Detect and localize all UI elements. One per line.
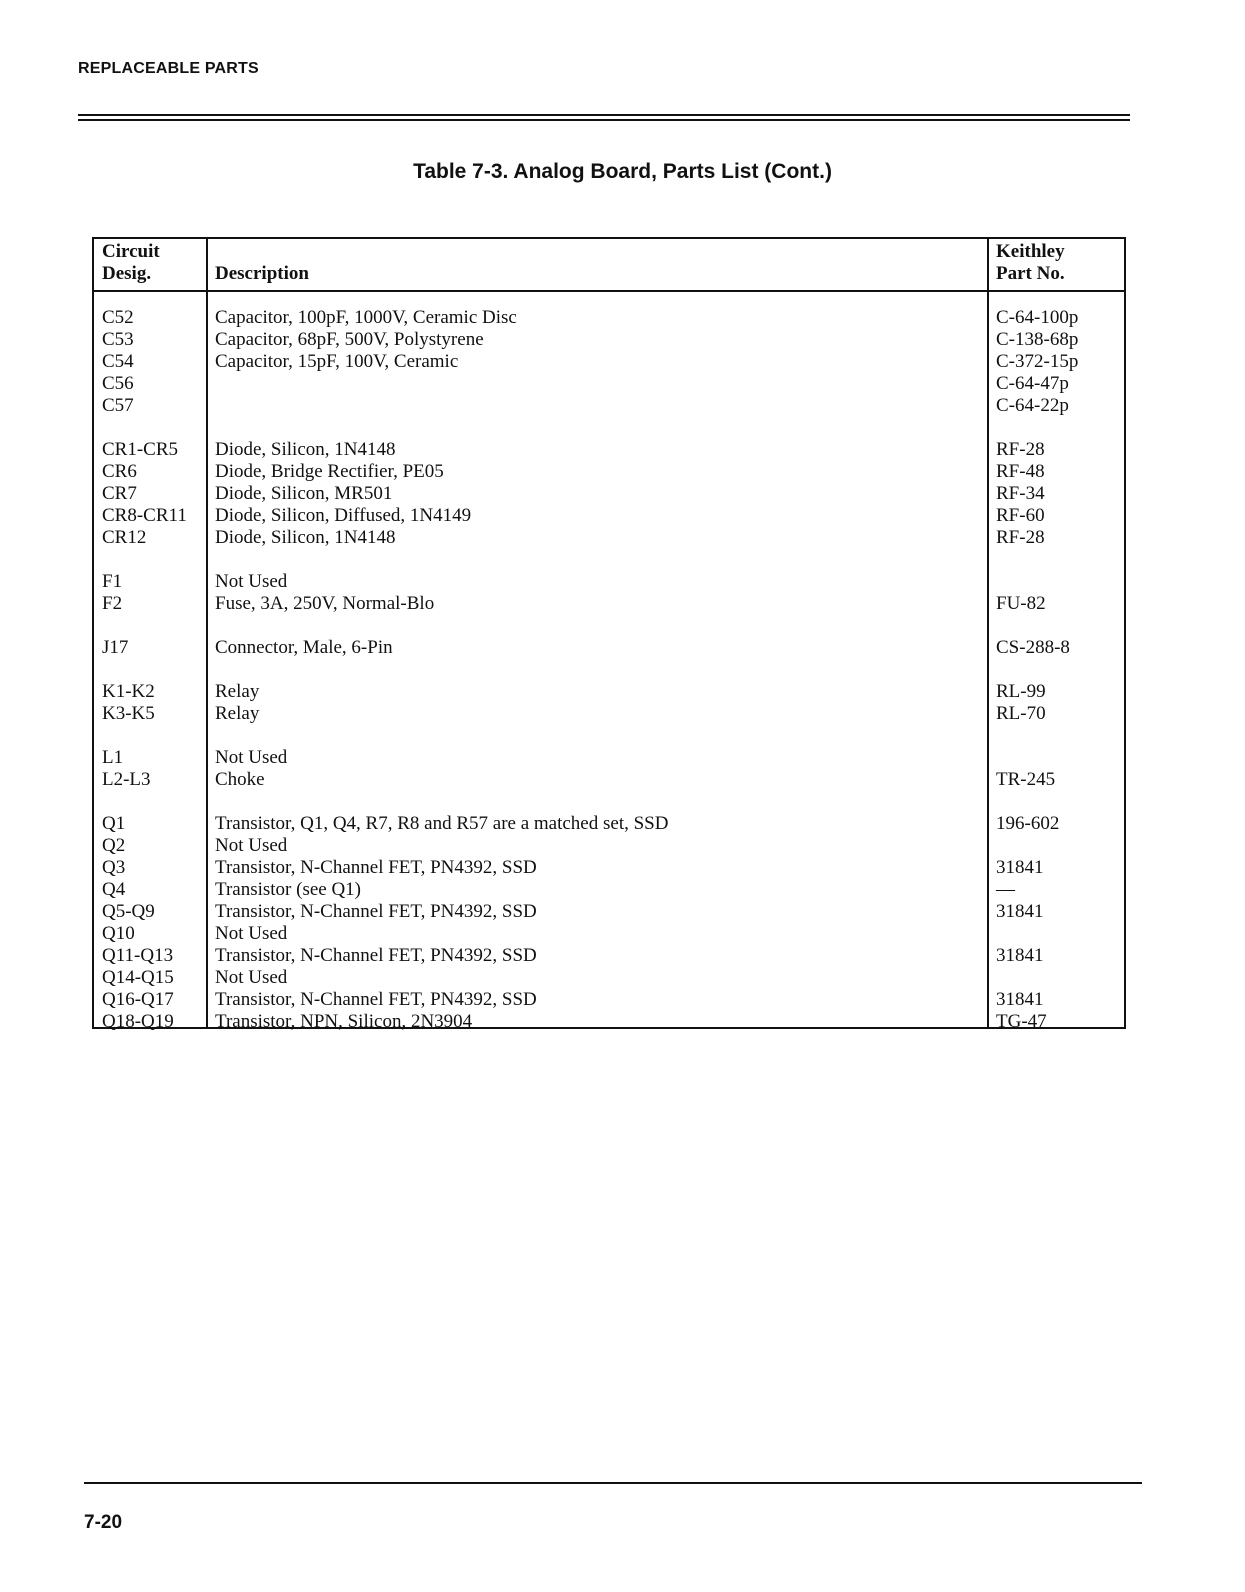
circuit-desig-cell: CR8-CR11 [102,505,187,526]
description-cell: Not Used [215,571,288,592]
description-cell: Diode, Bridge Rectifier, PE05 [215,461,444,482]
table-row [94,307,1124,329]
header-part-line2: Part No. [996,263,1065,284]
table-row [94,879,1124,901]
circuit-desig-cell: Q1 [102,813,126,834]
part-number-cell: RL-70 [996,703,1046,724]
table-title: Table 7-3. Analog Board, Parts List (Cont.) [413,160,832,183]
table-row [94,703,1124,725]
table-row [94,395,1124,417]
circuit-desig-cell: Q3 [102,857,126,878]
table-row [94,483,1124,505]
description-cell: Connector, Male, 6-Pin [215,637,393,658]
circuit-desig-cell: C57 [102,395,134,416]
part-number-cell: 196-602 [996,813,1060,834]
part-number-cell: RF-28 [996,527,1045,548]
group-spacer [94,615,1124,637]
group-spacer [94,549,1124,571]
circuit-desig-cell: F1 [102,571,123,592]
description-cell: Not Used [215,835,288,856]
circuit-desig-cell: J17 [102,637,129,658]
description-cell: Diode, Silicon, Diffused, 1N4149 [215,505,472,526]
table-row [94,637,1124,659]
description-cell: Fuse, 3A, 250V, Normal-Blo [215,593,435,614]
circuit-desig-cell: L1 [102,747,124,768]
part-number-cell: CS-288-8 [996,637,1070,658]
table-row [94,769,1124,791]
part-number-cell: RF-28 [996,439,1045,460]
description-cell: Diode, Silicon, 1N4148 [215,527,396,548]
table-row [94,1011,1124,1033]
part-number-cell: C-138-68p [996,329,1079,350]
description-cell: Not Used [215,747,288,768]
table-row [94,593,1124,615]
footer-rule [84,1482,1142,1484]
header-circuit-desig [102,241,160,285]
part-number-cell: C-64-22p [996,395,1069,416]
circuit-desig-cell: Q5-Q9 [102,901,155,922]
circuit-desig-cell: Q16-Q17 [102,989,174,1010]
page-number: 7-20 [84,1512,123,1533]
description-cell: Relay [215,703,260,724]
part-number-cell: TR-245 [996,769,1056,790]
table-body [94,307,1124,1033]
description-cell: Choke [215,769,265,790]
table-row [94,351,1124,373]
part-number-cell: TG-47 [996,1011,1047,1032]
header-circuit-line1: Circuit [102,241,160,262]
description-cell: Transistor, N-Channel FET, PN4392, SSD [215,945,537,966]
header-rule [78,114,1130,116]
group-spacer [94,417,1124,439]
circuit-desig-cell: Q2 [102,835,126,856]
table-row [94,989,1124,1011]
header-rule-double [78,119,1130,121]
part-number-cell: RF-60 [996,505,1045,526]
parts-table [92,237,1126,1032]
table-row [94,571,1124,593]
circuit-desig-cell: CR7 [102,483,137,504]
table-row [94,901,1124,923]
circuit-desig-cell: K3-K5 [102,703,155,724]
part-number-cell: 31841 [996,901,1044,922]
circuit-desig-cell: CR12 [102,527,147,548]
table-row [94,373,1124,395]
part-number-cell: 31841 [996,989,1044,1010]
description-cell: Not Used [215,923,288,944]
part-number-cell: C-372-15p [996,351,1079,372]
description-cell: Capacitor, 68pF, 500V, Polystyrene [215,329,484,350]
part-number-cell: RF-34 [996,483,1045,504]
circuit-desig-cell: F2 [102,593,123,614]
table-row [94,813,1124,835]
circuit-desig-cell: Q11-Q13 [102,945,174,966]
circuit-desig-cell: C52 [102,307,134,328]
part-number-cell: 31841 [996,857,1044,878]
table-row [94,857,1124,879]
table-row [94,747,1124,769]
description-cell: Relay [215,681,260,702]
description-cell: Transistor, Q1, Q4, R7, R8 and R57 are a matched set, SSD [215,813,669,834]
circuit-desig-cell: C53 [102,329,134,350]
part-number-cell: C-64-47p [996,373,1069,394]
table-row [94,835,1124,857]
group-spacer [94,659,1124,681]
circuit-desig-cell: CR1-CR5 [102,439,179,460]
table-row [94,505,1124,527]
description-cell: Transistor (see Q1) [215,879,362,900]
description-cell: Transistor, N-Channel FET, PN4392, SSD [215,857,537,878]
part-number-cell: 31841 [996,945,1044,966]
table-row [94,945,1124,967]
header-divider [94,290,1124,292]
table-row [94,439,1124,461]
header-circuit-line2: Desig. [102,263,152,284]
part-number-cell: RF-48 [996,461,1045,482]
description-cell: Diode, Silicon, MR501 [215,483,393,504]
description-cell: Capacitor, 15pF, 100V, Ceramic [215,351,459,372]
description-cell: Capacitor, 100pF, 1000V, Ceramic Disc [215,307,517,328]
header-description: Description [215,263,309,284]
circuit-desig-cell: Q14-Q15 [102,967,174,988]
group-spacer [94,791,1124,813]
part-number-cell: — [996,879,1015,900]
part-number-cell: C-64-100p [996,307,1079,328]
part-number-cell: FU-82 [996,593,1046,614]
description-cell: Diode, Silicon, 1N4148 [215,439,396,460]
circuit-desig-cell: Q18-Q19 [102,1011,174,1032]
circuit-desig-cell: Q4 [102,879,126,900]
description-cell: Not Used [215,967,288,988]
part-number-cell: RL-99 [996,681,1046,702]
header-part-no [996,241,1065,285]
table-row [94,681,1124,703]
circuit-desig-cell: CR6 [102,461,137,482]
table-row [94,527,1124,549]
description-cell: Transistor, N-Channel FET, PN4392, SSD [215,901,537,922]
description-cell: Transistor, N-Channel FET, PN4392, SSD [215,989,537,1010]
circuit-desig-cell: Q10 [102,923,135,944]
table-row [94,461,1124,483]
section-header: REPLACEABLE PARTS [78,60,259,77]
circuit-desig-cell: C54 [102,351,134,372]
table-row [94,329,1124,351]
table-row [94,923,1124,945]
table-row [94,967,1124,989]
circuit-desig-cell: K1-K2 [102,681,155,702]
circuit-desig-cell: C56 [102,373,134,394]
description-cell: Transistor, NPN, Silicon, 2N3904 [215,1011,473,1032]
header-part-line1: Keithley [996,241,1065,262]
group-spacer [94,725,1124,747]
circuit-desig-cell: L2-L3 [102,769,151,790]
